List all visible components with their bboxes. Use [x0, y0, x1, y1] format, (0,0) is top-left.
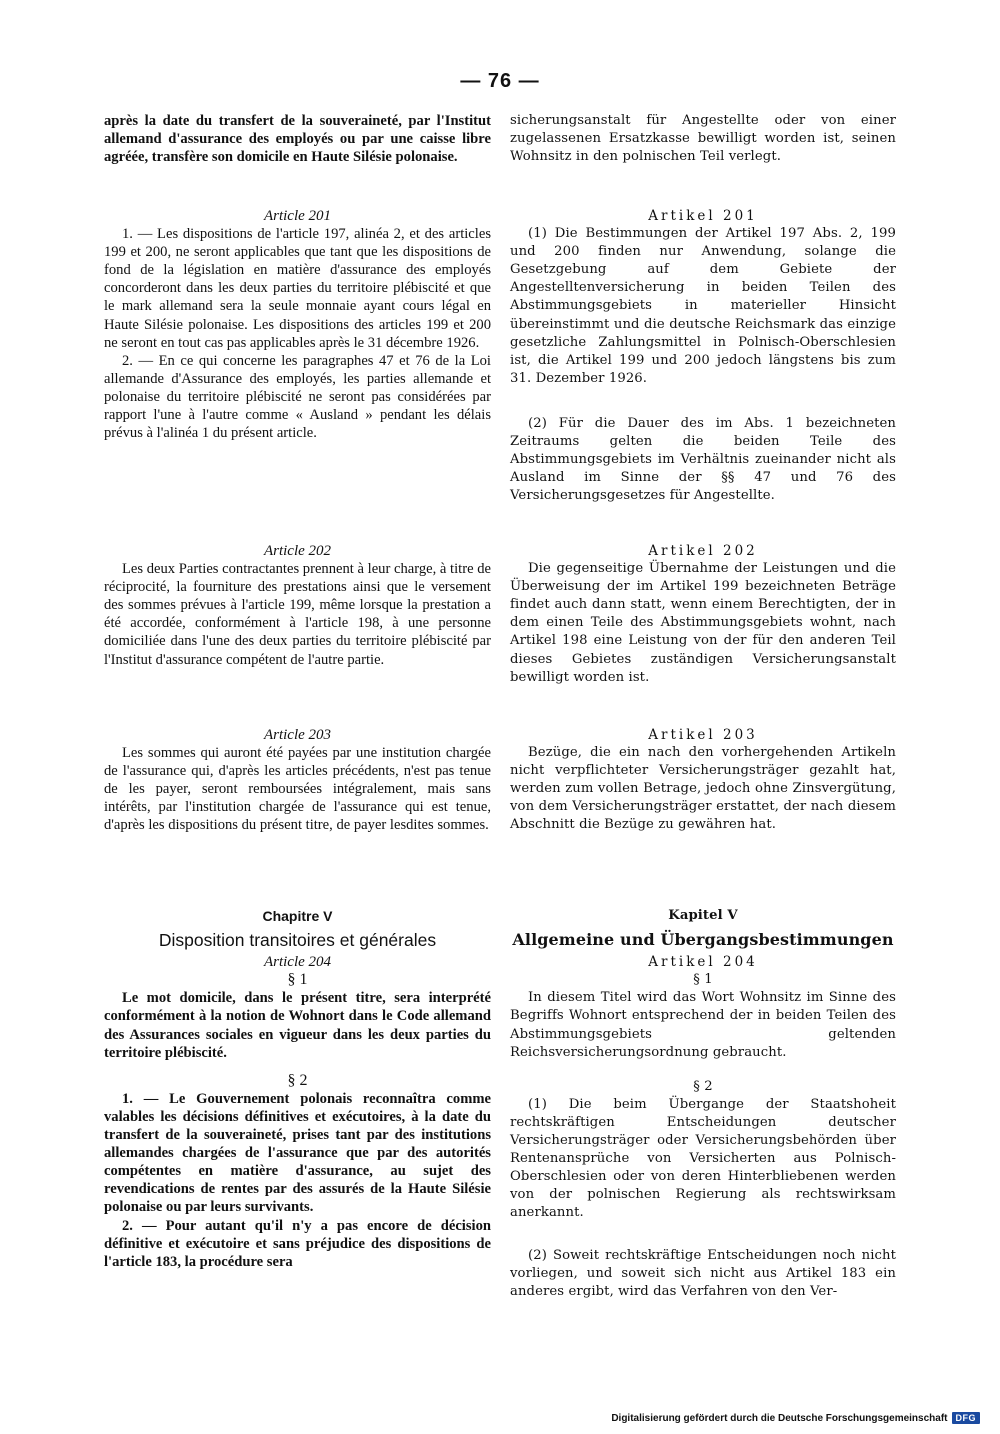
de-chapter: Kapitel V	[668, 908, 738, 923]
fr-art204-s2-p2: 2. — Pour autant qu'il n'y a pas encore de décision définitive et exécutoire et sans préjudice des dispositions de l'article 183, la procédure sera	[104, 1217, 491, 1270]
de-art204-s1: In diesem Titel wird das Wort Wohnsitz im Sinne des Begriffs Wohnort entsprechend der in beiden Teilen des Abstimmungsgebiets geltenden Reichsversicherungsordnung gebraucht.	[510, 990, 896, 1060]
fr-art201-title: Article 201	[263, 208, 332, 224]
fr-intro: après la date du transfert de la souveraineté, par l'Institut allemand d'assurance des employés ou par une caisse libre agréée, transfère son domicile en Haute Silésie polonaise.	[104, 113, 491, 166]
fr-art203-p1: Les sommes qui auront été payées par une institution chargée de l'assurance qui, d'après les articles précédents, n'est pas tenue de les payer, seront remboursées intégralement, mais sans intérêts, par l'institution chargée de l'assurance qui est tenue, d'après les dispositions du présent titre, de payer lesdites sommes.	[104, 745, 491, 834]
de-art201-title: Artikel 201	[648, 208, 758, 224]
fr-sec1: § 1	[287, 971, 308, 989]
fr-sec2: § 2	[287, 1071, 308, 1089]
de-art202-p1: Die gegenseitige Übernahme der Leistungen und die Überweisung der im Artikel 199 bezeichneten Beträge findet auch dann statt, wenn einem Berechtigten, der in dem einen Teile des Abstimmungsgebiets wohnt, nach Artikel 198 eine Leistung von der für den anderen Teil dieses Gebietes zuständigen Versicherungsanstalt bewilligt worden ist.	[510, 561, 896, 685]
fr-chapter: Chapitre V	[262, 908, 333, 924]
de-art204-title: Artikel 204	[648, 954, 758, 971]
footer	[611, 1412, 980, 1424]
fr-art204-title: Article 204	[263, 954, 332, 971]
fr-art204-s1: Le mot domicile, dans le présent titre, sera interprété conformément à la notion de Wohnort dans le Code allemand des Assurances sociales en vigueur dans les deux parties du territoire plébiscité.	[104, 990, 491, 1061]
de-intro: sicherungsanstalt für Angestellte oder von einer zugelassenen Ersatzkasse bewilligt worden ist, seinen Wohnsitz in den polnischen Teil verlegt.	[510, 113, 896, 165]
fr-art202-p1: Les deux Parties contractantes prennent à leur charge, à titre de réciprocité, la fourniture des prestations ainsi que le versement des sommes prévues à l'article 199, même lorsque la prestation a été accordée, conformément à l'article 198, à une personne domiciliée dans l'une des deux parties du territoire plébiscité par l'Institut d'assurance compétent de l'autre partie.	[104, 561, 491, 668]
fr-art203-title: Article 203	[263, 727, 332, 743]
footer-text: Digitalisierung gefördert durch die Deutsche Forschungsgemeinschaft	[611, 1412, 948, 1424]
de-sec1: § 1	[693, 972, 713, 988]
de-art204-s2-p2: (2) Soweit rechtskräftige Entscheidungen noch nicht vorliegen, und soweit sich nicht aus Artikel 183 ein anderes ergibt, wird das Verfahren von den Ver-	[510, 1247, 896, 1299]
de-sec2: § 2	[693, 1078, 713, 1094]
fr-chapter-title: Disposition transitoires et générales	[158, 930, 437, 951]
page-number: — 76 —	[460, 70, 540, 92]
fr-art201-p1: 1. — Les dispositions de l'article 197, alinéa 2, et des articles 199 et 200, ne seront applicables que tant que les dispositions de fond de la législation en matière d'assurance des employés concorderont dans les deux parties du territoire plébiscité et que le mark allemand sera la seule monnaie ayant cours légal en Haute Silésie polonaise. Les dispositions des articles 199 et 200 ne seront en tout cas pas applicables après le 31 décembre 1926.	[104, 226, 491, 351]
fr-art204-s2-p1: 1. — Le Gouvernement polonais reconnaîtra comme valables les décisions définitives et exécutoires, à la date du transfert de la souveraineté, prises tant par des institutions allemandes chargées de l'assurance que par des autorités compétentes en matière d'assurance, au sujet des revendications de rentes par des assurés de la Haute Silésie polonaise ou par leurs survivants.	[104, 1090, 491, 1216]
de-art201-p2: (2) Für die Dauer des im Abs. 1 bezeichneten Zeitraums gelten die beiden Teile des Abstimmungsgebiets im Verhältnis zueinander nicht als Ausland im Sinne der §§ 47 und 76 des Versicherungsgesetzes für Angestellte.	[510, 416, 896, 504]
de-chapter-title: Allgemeine und Übergangsbestimmungen	[512, 930, 894, 950]
de-art203-p1: Bezüge, die ein nach den vorhergehenden Artikeln nicht verpflichteter Versicherungsträger gezahlt hat, werden zum vollen Betrage, jedoch ohne Zinsvergütung, von dem Versicherungsträger erstattet, der nach diesem Abschnitt die Bezüge zu gewähren hat.	[510, 745, 896, 833]
de-art201-p1: (1) Die Bestimmungen der Artikel 197 Abs. 2, 199 und 200 finden nur Anwendung, solange die Gesetzgebung auf dem Gebiete der Angestelltenversicherung in beiden Teilen des Abstimmungsgebiets in materieller Hinsicht übereinstimmt und die deutsche Reichsmark das einzige gesetzliche Zahlungsmittel in Polnisch-Oberschlesien ist, die Artikel 199 und 200 jedoch längstens bis zum 31. Dezember 1926.	[510, 226, 896, 386]
de-art203-title: Artikel 203	[648, 727, 758, 743]
fr-art201-p2: 2. — En ce qui concerne les paragraphes 47 et 76 de la Loi allemande d'Assurance des employés, les parties allemande et polonaise du territoire plébiscité ne seront pas considérées par rapport l'une à l'autre comme « Ausland » pendant les délais prévus à l'alinéa 1 du présent article.	[104, 352, 491, 442]
dfg-logo-icon: DFG	[952, 1412, 981, 1424]
de-art204-s2-p1: (1) Die beim Übergange der Staatshoheit rechtskräftigen Entscheidungen deutscher Versicherungsträger oder Versicherungsbehörden über Rentenansprüche von Versicherten aus Polnisch-Oberschlesien oder von deren Hinterbliebenen werden von der polnischen Regierung als rechtswirksam anerkannt.	[510, 1096, 896, 1221]
de-art202-title: Artikel 202	[648, 543, 758, 559]
fr-art202-title: Article 202	[263, 543, 332, 559]
